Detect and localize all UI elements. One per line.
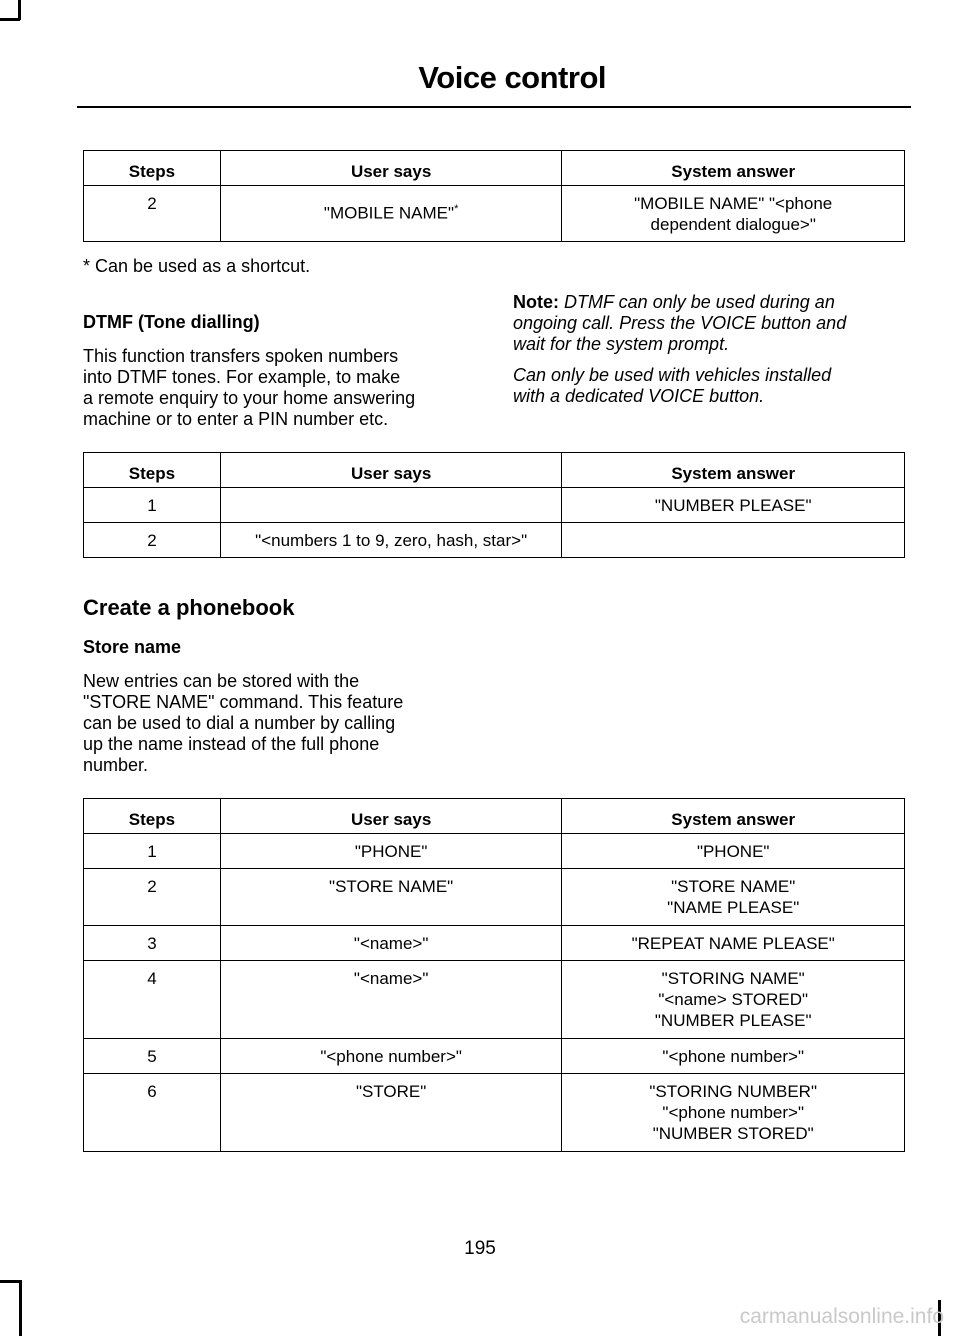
column-header-user-says: User says [220, 151, 562, 186]
table-mobile-name [83, 150, 905, 242]
table-header-row [84, 151, 905, 186]
body-line: a remote enquiry to your home answering [83, 388, 416, 408]
user-says-cell: "<name>" [220, 961, 562, 1039]
title-divider [77, 106, 911, 108]
column-header-steps: Steps [84, 151, 221, 186]
note-line: Can only be used with vehicles installed [513, 365, 832, 385]
note-line: ongoing call. Press the VOICE button and [513, 313, 847, 333]
user-says-cell: "PHONE" [220, 834, 562, 869]
column-header-steps: Steps [84, 453, 221, 488]
note-line: with a dedicated VOICE button. [513, 386, 765, 406]
answer-line: "NAME PLEASE" [667, 898, 800, 917]
table-dtmf [83, 452, 905, 558]
column-header-user-says: User says [220, 453, 562, 488]
answer-line: "STORING NUMBER" [649, 1082, 817, 1101]
column-header-system-answer: System answer [562, 151, 905, 186]
page-title: Voice control [418, 60, 606, 95]
step-cell: 2 [84, 869, 221, 926]
table-row [84, 926, 905, 961]
system-answer-cell: "NUMBER PLEASE" [562, 488, 905, 523]
table-store-name [83, 798, 905, 1152]
step-cell: 6 [84, 1074, 221, 1152]
table-row [84, 834, 905, 869]
section-heading: Create a phonebook [83, 595, 295, 620]
step-cell: 1 [84, 834, 221, 869]
body-line: New entries can be stored with the [83, 671, 360, 691]
note-label: Note: [513, 292, 559, 312]
table-row [84, 488, 905, 523]
table-header-row [84, 453, 905, 488]
phonebook-body [83, 671, 483, 776]
watermark: carmanualsonline.info [739, 1305, 944, 1328]
system-answer-cell [562, 523, 905, 558]
column-header-user-says: User says [220, 799, 562, 834]
table-row [84, 523, 905, 558]
step-cell: 2 [84, 186, 221, 242]
answer-line: "NUMBER PLEASE" [654, 1011, 812, 1030]
dtmf-body [83, 346, 483, 430]
column-header-system-answer: System answer [562, 453, 905, 488]
user-says-cell: "STORE NAME" [220, 869, 562, 926]
answer-line: "<name> STORED" [658, 990, 809, 1009]
table-row [84, 869, 905, 926]
table-header-row [84, 799, 905, 834]
system-answer-cell [562, 834, 905, 869]
column-header-system-answer: System answer [562, 799, 905, 834]
system-answer-cell [562, 869, 905, 926]
user-says-cell [220, 488, 562, 523]
step-cell: 2 [84, 523, 221, 558]
system-answer-cell [562, 961, 905, 1039]
dtmf-heading: DTMF (Tone dialling) [83, 312, 260, 332]
answer-line: dependent dialogue>" [650, 215, 816, 234]
crop-mark-top-left [0, 18, 20, 21]
table-row [84, 961, 905, 1039]
page-number: 195 [464, 1238, 496, 1259]
user-says-cell [220, 186, 562, 242]
step-cell: 1 [84, 488, 221, 523]
system-answer-cell [562, 1039, 905, 1074]
table-row [84, 186, 905, 242]
user-says-cell: "<name>" [220, 926, 562, 961]
answer-line: "NUMBER STORED" [652, 1124, 814, 1143]
system-answer-cell [562, 186, 905, 242]
system-answer-cell [562, 1074, 905, 1152]
body-line: This function transfers spoken numbers [83, 346, 399, 366]
column-header-steps: Steps [84, 799, 221, 834]
user-says-text: "MOBILE NAME" [323, 203, 455, 223]
note-line: wait for the system prompt. [513, 334, 730, 354]
table-row [84, 1039, 905, 1074]
user-says-cell: "STORE" [220, 1074, 562, 1152]
step-cell: 5 [84, 1039, 221, 1074]
answer-line: "STORE NAME" [671, 877, 796, 896]
body-line: number. [83, 755, 149, 775]
table-row [84, 1074, 905, 1152]
user-says-cell: "<numbers 1 to 9, zero, hash, star>" [220, 523, 562, 558]
step-cell: 4 [84, 961, 221, 1039]
dtmf-note [513, 292, 908, 407]
answer-line: "STORING NAME" [661, 969, 805, 988]
system-answer-cell [562, 926, 905, 961]
answer-line: "<phone number>" [662, 1047, 804, 1066]
answer-line: "MOBILE NAME" "<phone [634, 194, 833, 213]
crop-mark-bottom-left [19, 1280, 22, 1336]
body-line: can be used to dial a number by calling [83, 713, 396, 733]
note-line: DTMF can only be used during an [564, 292, 835, 312]
user-says-cell: "<phone number>" [220, 1039, 562, 1074]
body-line: up the name instead of the full phone [83, 734, 380, 754]
crop-mark-top-left [18, 0, 21, 20]
answer-line: "PHONE" [696, 842, 770, 861]
footnote-marker: * [454, 203, 459, 215]
step-cell: 3 [84, 926, 221, 961]
body-line: machine or to enter a PIN number etc. [83, 409, 389, 429]
footnote: * Can be used as a shortcut. [83, 256, 311, 276]
body-line: "STORE NAME" command. This feature [83, 692, 404, 712]
body-line: into DTMF tones. For example, to make [83, 367, 401, 387]
answer-line: "REPEAT NAME PLEASE" [631, 934, 835, 953]
subsection-heading: Store name [83, 637, 182, 657]
answer-line: "<phone number>" [662, 1103, 804, 1122]
